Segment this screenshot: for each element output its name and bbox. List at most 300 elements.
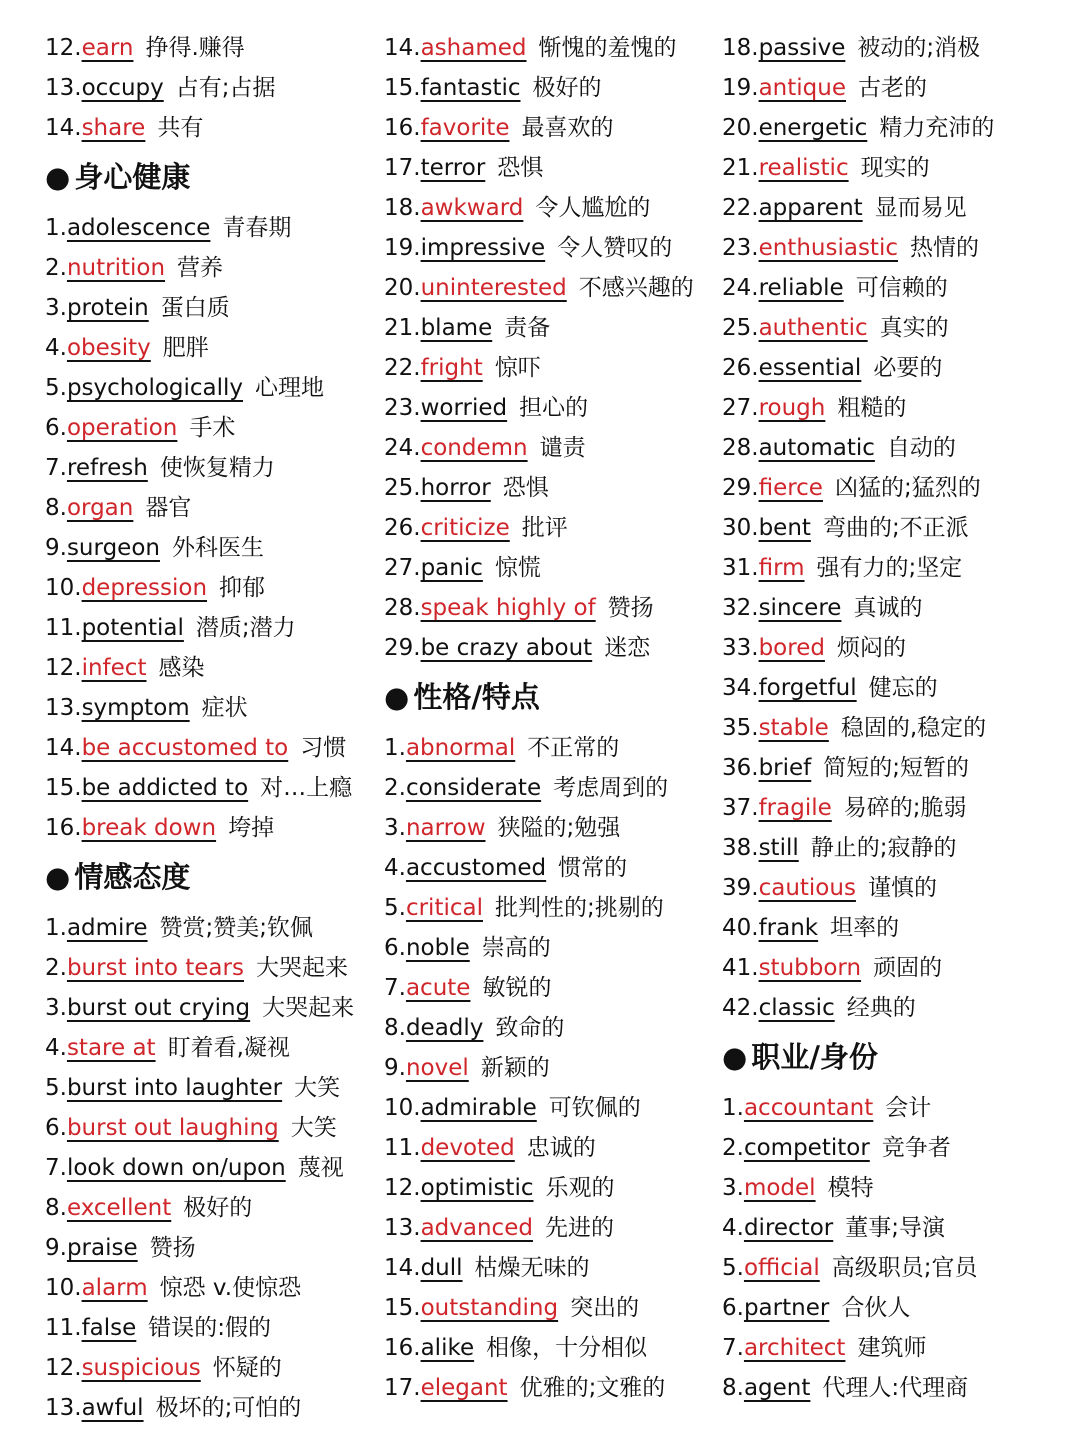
entry-number: 21. xyxy=(722,155,759,181)
entry-meaning: 敏锐的 xyxy=(482,975,552,1001)
entry-meaning: 不感兴趣的 xyxy=(578,275,694,301)
entry-number: 21. xyxy=(384,315,421,341)
entry-word: fierce xyxy=(758,475,823,501)
entry-number: 24. xyxy=(384,435,421,461)
entry-number: 1. xyxy=(722,1095,744,1121)
vocab-entry xyxy=(722,628,1072,668)
entry-meaning: 谨慎的 xyxy=(867,875,937,901)
entry-number: 5. xyxy=(384,895,406,921)
entry-meaning: 习惯 xyxy=(300,735,347,761)
entry-word: rough xyxy=(758,395,826,421)
bullet-icon: ● xyxy=(45,160,71,194)
vocab-entry xyxy=(384,188,714,228)
entry-number: 34. xyxy=(722,675,759,701)
entry-word: surgeon xyxy=(66,535,160,561)
entry-meaning: 现实的 xyxy=(860,155,930,181)
vocab-entry xyxy=(722,828,1072,868)
entry-word: optimistic xyxy=(420,1175,534,1201)
vocab-entry xyxy=(45,28,375,68)
vocab-entry xyxy=(384,1168,714,1208)
entry-number: 1. xyxy=(384,735,406,761)
entry-word: infect xyxy=(81,655,147,681)
entry-meaning: 模特 xyxy=(827,1175,874,1201)
entry-word: refresh xyxy=(66,455,148,481)
entry-meaning: 坦率的 xyxy=(830,915,900,941)
entry-number: 18. xyxy=(384,195,421,221)
entry-number: 6. xyxy=(45,1115,67,1141)
entry-meaning: 惊恐 v.使惊恐 xyxy=(159,1275,302,1301)
entry-meaning: 蔑视 xyxy=(297,1155,344,1181)
entry-number: 1. xyxy=(45,215,67,241)
entry-number: 9. xyxy=(45,1235,67,1261)
entry-number: 23. xyxy=(722,235,759,261)
entry-meaning: 极好的 xyxy=(183,1195,253,1221)
entry-meaning: 大笑 xyxy=(294,1075,341,1101)
entry-word: protein xyxy=(66,295,149,321)
entry-meaning: 责备 xyxy=(504,315,551,341)
entry-number: 28. xyxy=(722,435,759,461)
entry-number: 40. xyxy=(722,915,759,941)
entry-meaning: 崇高的 xyxy=(481,935,551,961)
vocab-entry xyxy=(384,228,714,268)
entry-word: authentic xyxy=(758,315,868,341)
vocab-entry xyxy=(45,248,375,288)
column-2 xyxy=(384,28,714,1408)
entry-word: still xyxy=(758,835,799,861)
entry-meaning: 经典的 xyxy=(846,995,916,1021)
entry-number: 7. xyxy=(722,1335,744,1361)
entry-number: 35. xyxy=(722,715,759,741)
entry-number: 38. xyxy=(722,835,759,861)
entry-word: speak highly of xyxy=(420,595,596,621)
section-heading xyxy=(722,1028,1072,1088)
entry-meaning: 健忘的 xyxy=(868,675,938,701)
entry-word: share xyxy=(81,115,146,141)
entry-word: burst into laughter xyxy=(66,1075,283,1101)
entry-meaning: 最喜欢的 xyxy=(521,115,614,141)
entry-number: 13. xyxy=(384,1215,421,1241)
entry-word: essential xyxy=(758,355,862,381)
entry-number: 4. xyxy=(45,1035,67,1061)
entry-word: official xyxy=(743,1255,820,1281)
entry-word: partner xyxy=(743,1295,830,1321)
entry-number: 32. xyxy=(722,595,759,621)
entry-word: antique xyxy=(758,75,846,101)
entry-word: acute xyxy=(405,975,471,1001)
vocab-entry xyxy=(45,988,375,1028)
vocab-entry xyxy=(45,108,375,148)
entry-number: 10. xyxy=(45,575,82,601)
entry-number: 11. xyxy=(45,615,82,641)
vocab-entry xyxy=(384,468,714,508)
entry-number: 4. xyxy=(45,335,67,361)
vocab-entry xyxy=(384,628,714,668)
entry-number: 16. xyxy=(45,815,82,841)
entry-meaning: 相像，十分相似 xyxy=(486,1335,648,1361)
entry-number: 20. xyxy=(384,275,421,301)
entry-number: 27. xyxy=(384,555,421,581)
entry-number: 6. xyxy=(384,935,406,961)
entry-word: fright xyxy=(420,355,483,381)
entry-number: 7. xyxy=(384,975,406,1001)
entry-word: outstanding xyxy=(420,1295,559,1321)
entry-word: cautious xyxy=(758,875,856,901)
entry-meaning: 竞争者 xyxy=(881,1135,951,1161)
vocab-entry xyxy=(384,728,714,768)
vocab-entry xyxy=(384,1008,714,1048)
entry-meaning: 大笑 xyxy=(290,1115,337,1141)
entry-word: suspicious xyxy=(81,1355,201,1381)
entry-meaning: 蛋白质 xyxy=(160,295,230,321)
entry-word: competitor xyxy=(743,1135,870,1161)
entry-word: alarm xyxy=(81,1275,148,1301)
entry-number: 18. xyxy=(722,35,759,61)
entry-meaning: 赞扬 xyxy=(149,1235,196,1261)
vocab-entry xyxy=(722,1288,1072,1328)
vocab-entry xyxy=(45,728,375,768)
entry-meaning: 极好的 xyxy=(532,75,602,101)
entry-word: be accustomed to xyxy=(81,735,289,761)
vocab-entry xyxy=(45,908,375,948)
vocab-entry xyxy=(384,308,714,348)
entry-meaning: 新颖的 xyxy=(480,1055,550,1081)
entry-meaning: 赞赏;赞美;钦佩 xyxy=(159,915,314,941)
entry-word: operation xyxy=(66,415,178,441)
entry-number: 26. xyxy=(384,515,421,541)
vocab-entry xyxy=(384,808,714,848)
vocab-entry xyxy=(384,588,714,628)
vocab-entry xyxy=(384,268,714,308)
vocab-entry xyxy=(722,788,1072,828)
entry-word: advanced xyxy=(420,1215,533,1241)
vocab-entry xyxy=(45,1068,375,1108)
entry-number: 2. xyxy=(45,955,67,981)
entry-number: 15. xyxy=(45,775,82,801)
entry-meaning: 真诚的 xyxy=(853,595,923,621)
entry-word: praise xyxy=(66,1235,138,1261)
vocab-entry xyxy=(722,188,1072,228)
vocab-entry xyxy=(384,968,714,1008)
entry-word: symptom xyxy=(81,695,190,721)
entry-meaning: 真实的 xyxy=(879,315,949,341)
section-title: 职业/身份 xyxy=(751,1040,878,1074)
entry-number: 5. xyxy=(722,1255,744,1281)
entry-meaning: 可信赖的 xyxy=(855,275,948,301)
entry-word: burst out crying xyxy=(66,995,251,1021)
entry-number: 1. xyxy=(45,915,67,941)
entry-number: 41. xyxy=(722,955,759,981)
entry-word: accountant xyxy=(743,1095,874,1121)
entry-meaning: 乐观的 xyxy=(545,1175,615,1201)
entry-meaning: 使恢复精力 xyxy=(159,455,275,481)
entry-word: panic xyxy=(420,555,483,581)
vocab-entry xyxy=(45,288,375,328)
entry-meaning: 谴责 xyxy=(539,435,586,461)
entry-word: fantastic xyxy=(420,75,521,101)
vocab-entry xyxy=(722,1328,1072,1368)
entry-number: 22. xyxy=(722,195,759,221)
entry-word: considerate xyxy=(405,775,542,801)
entry-number: 12. xyxy=(45,655,82,681)
section-heading xyxy=(45,848,375,908)
entry-number: 37. xyxy=(722,795,759,821)
entry-number: 39. xyxy=(722,875,759,901)
entry-word: be addicted to xyxy=(81,775,249,801)
entry-meaning: 粗糙的 xyxy=(837,395,907,421)
entry-meaning: 心理地 xyxy=(255,375,325,401)
entry-word: excellent xyxy=(66,1195,172,1221)
entry-word: brief xyxy=(758,755,812,781)
entry-number: 27. xyxy=(722,395,759,421)
entry-number: 2. xyxy=(384,775,406,801)
entry-number: 12. xyxy=(45,1355,82,1381)
entry-meaning: 青春期 xyxy=(222,215,292,241)
entry-word: reliable xyxy=(758,275,844,301)
entry-word: dull xyxy=(420,1255,463,1281)
entry-number: 15. xyxy=(384,75,421,101)
entry-word: burst out laughing xyxy=(66,1115,279,1141)
entry-word: earn xyxy=(81,35,134,61)
entry-word: narrow xyxy=(405,815,486,841)
vocab-entry xyxy=(384,1048,714,1088)
entry-word: enthusiastic xyxy=(758,235,898,261)
entry-number: 3. xyxy=(45,995,67,1021)
vocab-entry xyxy=(722,868,1072,908)
entry-word: bent xyxy=(758,515,811,541)
entry-meaning: 大哭起来 xyxy=(255,955,348,981)
entry-number: 2. xyxy=(722,1135,744,1161)
entry-word: firm xyxy=(758,555,805,581)
vocab-entry xyxy=(722,1208,1072,1248)
vocab-entry xyxy=(722,908,1072,948)
entry-meaning: 会计 xyxy=(885,1095,932,1121)
vocab-entry xyxy=(45,1108,375,1148)
entry-word: apparent xyxy=(758,195,863,221)
entry-meaning: 批评 xyxy=(521,515,568,541)
entry-meaning: 被动的;消极 xyxy=(857,35,981,61)
vocab-entry xyxy=(45,1188,375,1228)
entry-number: 17. xyxy=(384,155,421,181)
entry-meaning: 优雅的;文雅的 xyxy=(519,1375,666,1401)
entry-word: bored xyxy=(758,635,825,661)
entry-number: 9. xyxy=(384,1055,406,1081)
vocab-entry xyxy=(45,448,375,488)
entry-number: 8. xyxy=(384,1015,406,1041)
entry-meaning: 批判性的;挑剔的 xyxy=(494,895,664,921)
vocab-entry xyxy=(45,1148,375,1188)
bullet-icon: ● xyxy=(384,680,410,714)
entry-number: 22. xyxy=(384,355,421,381)
entry-meaning: 共有 xyxy=(157,115,204,141)
entry-word: criticize xyxy=(420,515,510,541)
entry-word: favorite xyxy=(420,115,510,141)
entry-word: sincere xyxy=(758,595,842,621)
entry-meaning: 怀疑的 xyxy=(212,1355,282,1381)
entry-word: director xyxy=(743,1215,834,1241)
entry-number: 11. xyxy=(45,1315,82,1341)
vocab-entry xyxy=(722,108,1072,148)
entry-word: impressive xyxy=(420,235,546,261)
entry-meaning: 狭隘的;勉强 xyxy=(497,815,621,841)
entry-meaning: 简短的;短暂的 xyxy=(823,755,970,781)
entry-word: uninterested xyxy=(420,275,567,301)
entry-meaning: 担心的 xyxy=(519,395,589,421)
entry-number: 8. xyxy=(722,1375,744,1401)
entry-word: elegant xyxy=(420,1375,508,1401)
entry-number: 20. xyxy=(722,115,759,141)
entry-number: 7. xyxy=(45,455,67,481)
vocab-entry xyxy=(384,888,714,928)
entry-word: obesity xyxy=(66,335,151,361)
entry-number: 12. xyxy=(45,35,82,61)
entry-word: depression xyxy=(81,575,208,601)
entry-meaning: 外科医生 xyxy=(171,535,264,561)
entry-meaning: 挣得.赚得 xyxy=(145,35,245,61)
entry-word: admire xyxy=(66,915,148,941)
entry-number: 29. xyxy=(384,635,421,661)
entry-meaning: 可钦佩的 xyxy=(548,1095,641,1121)
entry-word: agent xyxy=(743,1375,811,1401)
entry-number: 19. xyxy=(384,235,421,261)
entry-meaning: 器官 xyxy=(145,495,192,521)
entry-meaning: 致命的 xyxy=(495,1015,565,1041)
vocab-entry xyxy=(722,148,1072,188)
entry-number: 6. xyxy=(45,415,67,441)
entry-number: 5. xyxy=(45,375,67,401)
entry-meaning: 症状 xyxy=(201,695,248,721)
vocab-entry xyxy=(722,1088,1072,1128)
entry-meaning: 错误的:假的 xyxy=(148,1315,272,1341)
vocab-entry xyxy=(45,1028,375,1068)
vocab-entry xyxy=(722,308,1072,348)
entry-word: frank xyxy=(758,915,819,941)
vocab-entry xyxy=(45,368,375,408)
entry-number: 7. xyxy=(45,1155,67,1181)
entry-number: 10. xyxy=(384,1095,421,1121)
entry-word: be crazy about xyxy=(420,635,593,661)
vocab-entry xyxy=(722,548,1072,588)
entry-number: 13. xyxy=(45,1395,82,1421)
entry-number: 16. xyxy=(384,1335,421,1361)
entry-number: 3. xyxy=(722,1175,744,1201)
entry-meaning: 令人赞叹的 xyxy=(557,235,673,261)
vocab-entry xyxy=(384,28,714,68)
vocab-entry xyxy=(384,428,714,468)
entry-number: 42. xyxy=(722,995,759,1021)
column-3 xyxy=(722,28,1072,1408)
entry-number: 5. xyxy=(45,1075,67,1101)
vocab-entry xyxy=(45,1308,375,1348)
entry-number: 14. xyxy=(45,115,82,141)
entry-meaning: 恐惧 xyxy=(502,475,549,501)
entry-number: 31. xyxy=(722,555,759,581)
vocab-entry xyxy=(45,1228,375,1268)
entry-word: abnormal xyxy=(405,735,516,761)
vocab-entry xyxy=(45,1388,375,1428)
entry-word: potential xyxy=(81,615,184,641)
entry-meaning: 营养 xyxy=(177,255,224,281)
entry-word: noble xyxy=(405,935,470,961)
vocab-entry xyxy=(722,748,1072,788)
entry-word: passive xyxy=(758,35,846,61)
entry-meaning: 先进的 xyxy=(544,1215,614,1241)
vocab-entry xyxy=(384,1368,714,1408)
entry-word: occupy xyxy=(81,75,164,101)
entry-meaning: 显而易见 xyxy=(874,195,967,221)
vocab-entry xyxy=(722,228,1072,268)
entry-meaning: 极坏的;可怕的 xyxy=(155,1395,302,1421)
entry-meaning: 令人尴尬的 xyxy=(535,195,651,221)
vocab-entry xyxy=(722,428,1072,468)
entry-number: 15. xyxy=(384,1295,421,1321)
entry-word: realistic xyxy=(758,155,849,181)
vocab-entry xyxy=(722,948,1072,988)
vocab-entry xyxy=(384,1088,714,1128)
vocab-entry xyxy=(722,1168,1072,1208)
entry-meaning: 感染 xyxy=(158,655,205,681)
entry-meaning: 合伙人 xyxy=(841,1295,911,1321)
vocab-entry xyxy=(722,348,1072,388)
entry-word: accustomed xyxy=(405,855,547,881)
entry-word: automatic xyxy=(758,435,875,461)
entry-word: novel xyxy=(405,1055,469,1081)
entry-meaning: 烦闷的 xyxy=(836,635,906,661)
vocab-entry xyxy=(722,1248,1072,1288)
entry-meaning: 弯曲的;不正派 xyxy=(822,515,969,541)
entry-meaning: 恐惧 xyxy=(497,155,544,181)
entry-meaning: 静止的;寂静的 xyxy=(810,835,957,861)
entry-word: fragile xyxy=(758,795,832,821)
vocab-entry xyxy=(384,68,714,108)
entry-word: organ xyxy=(66,495,134,521)
entry-number: 30. xyxy=(722,515,759,541)
entry-meaning: 建筑师 xyxy=(857,1335,927,1361)
vocab-entry xyxy=(384,1208,714,1248)
entry-meaning: 盯着看,凝视 xyxy=(167,1035,290,1061)
vocab-entry xyxy=(45,768,375,808)
entry-word: psychologically xyxy=(66,375,244,401)
entry-meaning: 代理人:代理商 xyxy=(822,1375,969,1401)
entry-word: look down on/upon xyxy=(66,1155,286,1181)
entry-number: 23. xyxy=(384,395,421,421)
entry-meaning: 对…上瘾 xyxy=(260,775,353,801)
vocab-entry xyxy=(45,1348,375,1388)
vocab-entry xyxy=(722,28,1072,68)
entry-word: critical xyxy=(405,895,483,921)
vocab-entry xyxy=(45,68,375,108)
entry-number: 4. xyxy=(722,1215,744,1241)
entry-meaning: 热情的 xyxy=(909,235,979,261)
vocab-entry xyxy=(45,568,375,608)
entry-meaning: 考虑周到的 xyxy=(553,775,669,801)
vocab-entry xyxy=(45,608,375,648)
section-heading xyxy=(384,668,714,728)
entry-word: horror xyxy=(420,475,491,501)
vocab-entry xyxy=(45,408,375,448)
vocab-entry xyxy=(384,1248,714,1288)
section-title: 情感态度 xyxy=(74,860,191,894)
entry-meaning: 自动的 xyxy=(886,435,956,461)
entry-meaning: 赞扬 xyxy=(607,595,654,621)
entry-word: terror xyxy=(420,155,486,181)
entry-number: 19. xyxy=(722,75,759,101)
vocab-entry xyxy=(384,348,714,388)
entry-meaning: 易碎的;脆弱 xyxy=(843,795,967,821)
vocab-entry xyxy=(722,668,1072,708)
entry-word: false xyxy=(81,1315,137,1341)
entry-word: burst into tears xyxy=(66,955,244,981)
entry-meaning: 抑郁 xyxy=(219,575,266,601)
